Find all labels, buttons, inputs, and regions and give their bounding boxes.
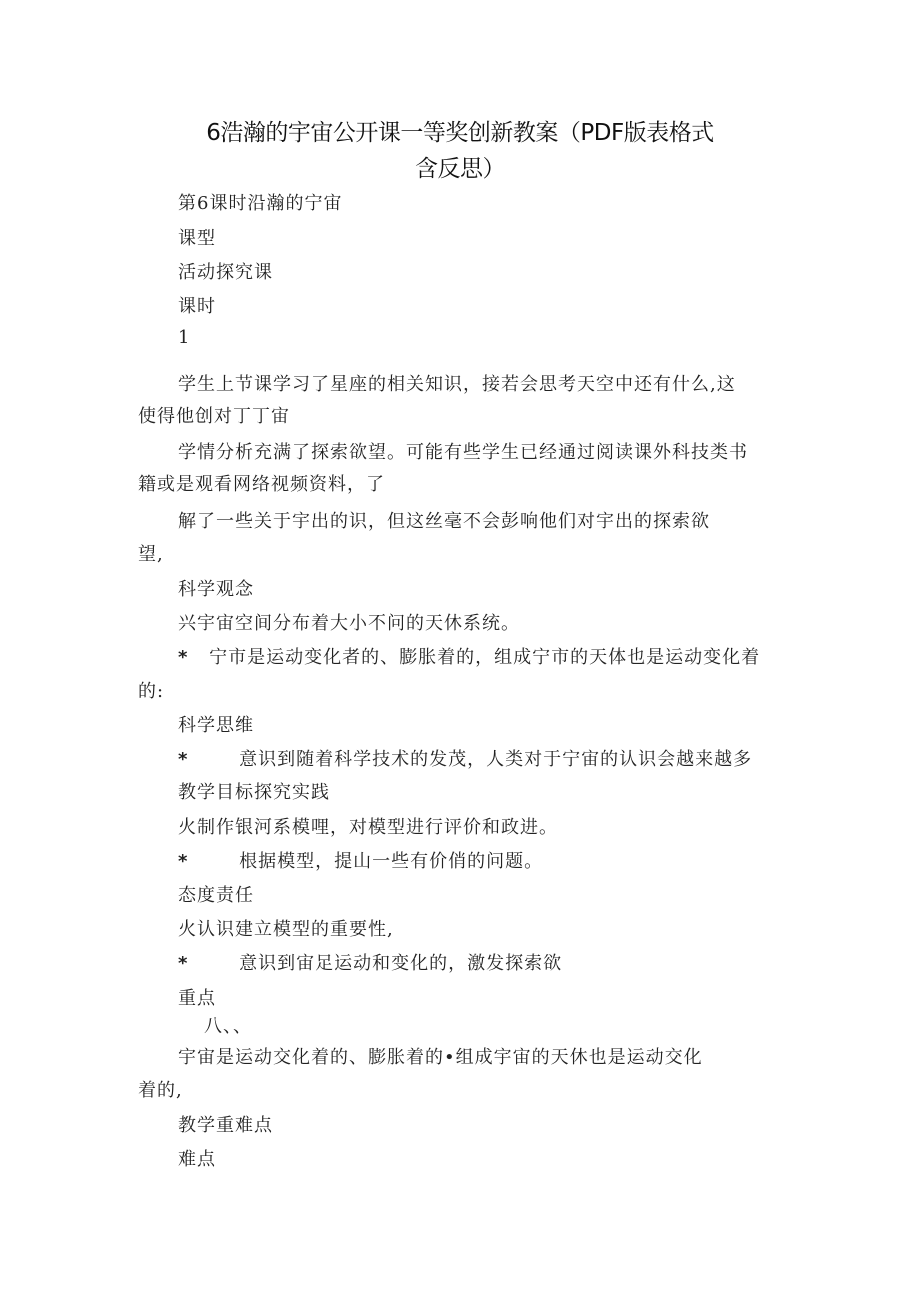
bullet-marker: * xyxy=(178,647,189,668)
key-point-marker: 八、、 xyxy=(204,1016,252,1037)
analysis-paragraph-line: 学情分析充满了探索欲望。可能有些学生已经通过阅读课外科技类书 xyxy=(178,442,748,463)
analysis-paragraph-line: 籍或是观看网络视频资料，了 xyxy=(138,474,385,495)
document-title-line-2: 含反思） xyxy=(415,156,505,182)
bullet-marker: * xyxy=(178,953,189,974)
lesson-type-value: 活动探究课 xyxy=(178,262,273,283)
bullet-marker: * xyxy=(178,749,189,770)
objective-line xyxy=(178,643,760,669)
objective-text: 意识到随着科学技术的发茂，人类对于宁宙的认识会越来越多 xyxy=(239,749,753,770)
section-heading-attitude: 态度责任 xyxy=(178,885,254,906)
objective-text: 根据模型，提山一些有价俏的问题。 xyxy=(239,851,544,872)
objective-text: 宁市是运动变化者的、膨胀着的，组成宁市的天体也是运动变化着 xyxy=(209,647,761,668)
objective-line: 火制作银河系模哩，对模型进行评价和政进。 xyxy=(178,817,558,838)
lesson-hours-label: 课时 xyxy=(178,296,216,317)
analysis-paragraph-line: 使得他创对丁丁宙 xyxy=(138,406,290,427)
lesson-heading: 第6课时沿瀚的宁宙 xyxy=(178,193,343,214)
analysis-paragraph-line: 学生上节课学习了星座的相关知识，接若会思考天空中还有什么,这 xyxy=(178,374,736,395)
lesson-hours-value: 1 xyxy=(178,327,191,348)
document-title-line-1: 6浩瀚的宇宙公开课一等奖创新教案（PDF版表格式 xyxy=(206,120,714,146)
section-heading-practice: 教学目标探究实践 xyxy=(178,782,330,803)
section-heading-key-difficult: 教学重难点 xyxy=(178,1115,273,1136)
objective-line: 的: xyxy=(138,681,165,702)
objective-text: 意识到宙足运动和变化的，激发探索欲 xyxy=(239,953,563,974)
lesson-type-label: 课型 xyxy=(178,228,216,249)
key-point-line: 着的, xyxy=(138,1080,183,1101)
difficult-point-label: 难点 xyxy=(178,1149,216,1170)
objective-line xyxy=(178,949,562,975)
bullet-marker: * xyxy=(178,851,189,872)
section-heading-science-thinking: 科学思维 xyxy=(178,715,254,736)
key-point-label: 重点 xyxy=(178,988,216,1009)
objective-line xyxy=(178,847,543,873)
analysis-paragraph-line: 解了一些关于宇出的识，但这丝毫不会彭响他们对宇出的探索欲 xyxy=(178,511,710,532)
objective-line: 火认识建立模型的重要性, xyxy=(178,919,394,940)
key-point-line: 宇宙是运动交化着的、膨胀着的•组成宇宙的天休也是运动交化 xyxy=(178,1047,703,1068)
analysis-paragraph-line: 望, xyxy=(138,544,164,565)
objective-line xyxy=(178,745,752,771)
objective-line: 兴宇宙空间分布着大小不问的天休系统。 xyxy=(178,613,520,634)
section-heading-science-concept: 科学观念 xyxy=(178,579,254,600)
